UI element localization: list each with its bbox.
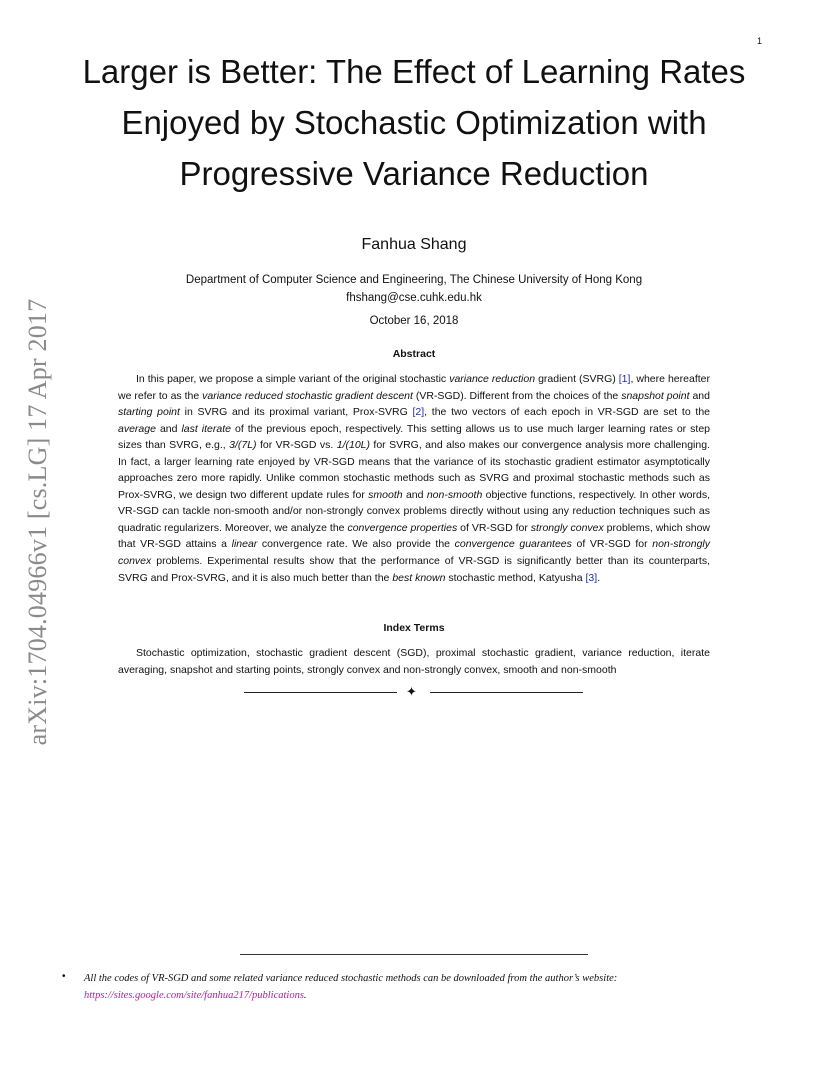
footnote-rule <box>240 954 588 955</box>
footnote: All the codes of VR-SGD and some related variance reduced stochastic methods can be downloaded from the author’s website: https://sites.google.com/site/fanhua217/publications. <box>84 973 618 1001</box>
separator-line-left <box>244 692 397 693</box>
math-expression: 3/(7L) <box>229 439 257 452</box>
citation-link[interactable]: [3] <box>585 571 598 584</box>
math-expression: 1/(10L) <box>336 439 371 452</box>
arxiv-identifier-stamp: arXiv:1704.04966v1 [cs.LG] 17 Apr 2017 <box>23 298 52 746</box>
paper-date: October 16, 2018 <box>369 315 459 327</box>
citation-link[interactable]: [1] <box>618 373 631 385</box>
index-terms-heading: Index Terms <box>383 622 445 634</box>
affiliation-department: Department of Computer Science and Engineering, The Chinese University of Hong Kong <box>185 274 643 286</box>
author-email: fhshang@cse.cuhk.edu.hk <box>346 292 482 304</box>
separator-diamond-icon: ✦ <box>406 684 417 699</box>
author-affiliation <box>0 271 828 307</box>
citation-link[interactable]: [2] <box>412 406 425 419</box>
abstract-heading: Abstract <box>392 348 436 360</box>
author-name: Fanhua Shang <box>361 236 467 253</box>
author-website-link[interactable]: https://sites.google.com/site/fanhua217/publications <box>84 990 304 1001</box>
page-number: 1 <box>757 36 763 46</box>
index-terms-body: Stochastic optimization, stochastic gradient descent (SGD), proximal stochastic gradient, variance reduction, iterate averaging, snapshot and starting points, strongly convex and non-strongly convex, smooth and non-smooth <box>118 647 710 676</box>
footnote-bullet-icon: • <box>62 971 66 982</box>
abstract-body: In this paper, we propose a simple variant of the original stochastic variance reduction gradient (SVRG) [1], where hereafter we refer to as the variance reduced stochastic gradient descent (VR-SGD). Different from the choices of the snapshot point and starting point in SVRG and its proximal variant, Prox-SVRG [2], the two vectors of each epoch in VR-SGD are set to the average and last iterate of the previous epoch, respectively. This setting allows us to use much larger learning rates or step sizes than SVRG, e.g., 3/(7L) for VR-SGD vs. 1/(10L) for SVRG, and also makes our convergence analysis more challenging. In fact, a larger learning rate enjoyed by VR-SGD means that the variance of its stochastic gradient estimator asymptotically approaches zero more rapidly. Unlike common stochastic methods such as SVRG and proximal stochastic methods such as Prox-SVRG, we design two different update rules for smooth and non-smooth objective functions, respectively. In other words, VR-SGD can tackle non-smooth and/or non-strongly convex problems directly without using any reduction techniques such as quadratic regularizers. Moreover, we analyze the convergence properties of VR-SGD for strongly convex problems, which show that VR-SGD attains a linear convergence rate. We also provide the convergence guarantees of VR-SGD for non-strongly convex problems. Experimental results show that the performance of VR-SGD is significantly better than its counterparts, SVRG and Prox-SVRG, and it is also much better than the best known stochastic method, Katyusha [3]. <box>118 373 711 584</box>
paper-title: Larger is Better: The Effect of Learning Rates Enjoyed by Stochastic Optimization with Progressive Variance Reduction <box>82 53 746 192</box>
separator-line-right <box>430 692 583 693</box>
